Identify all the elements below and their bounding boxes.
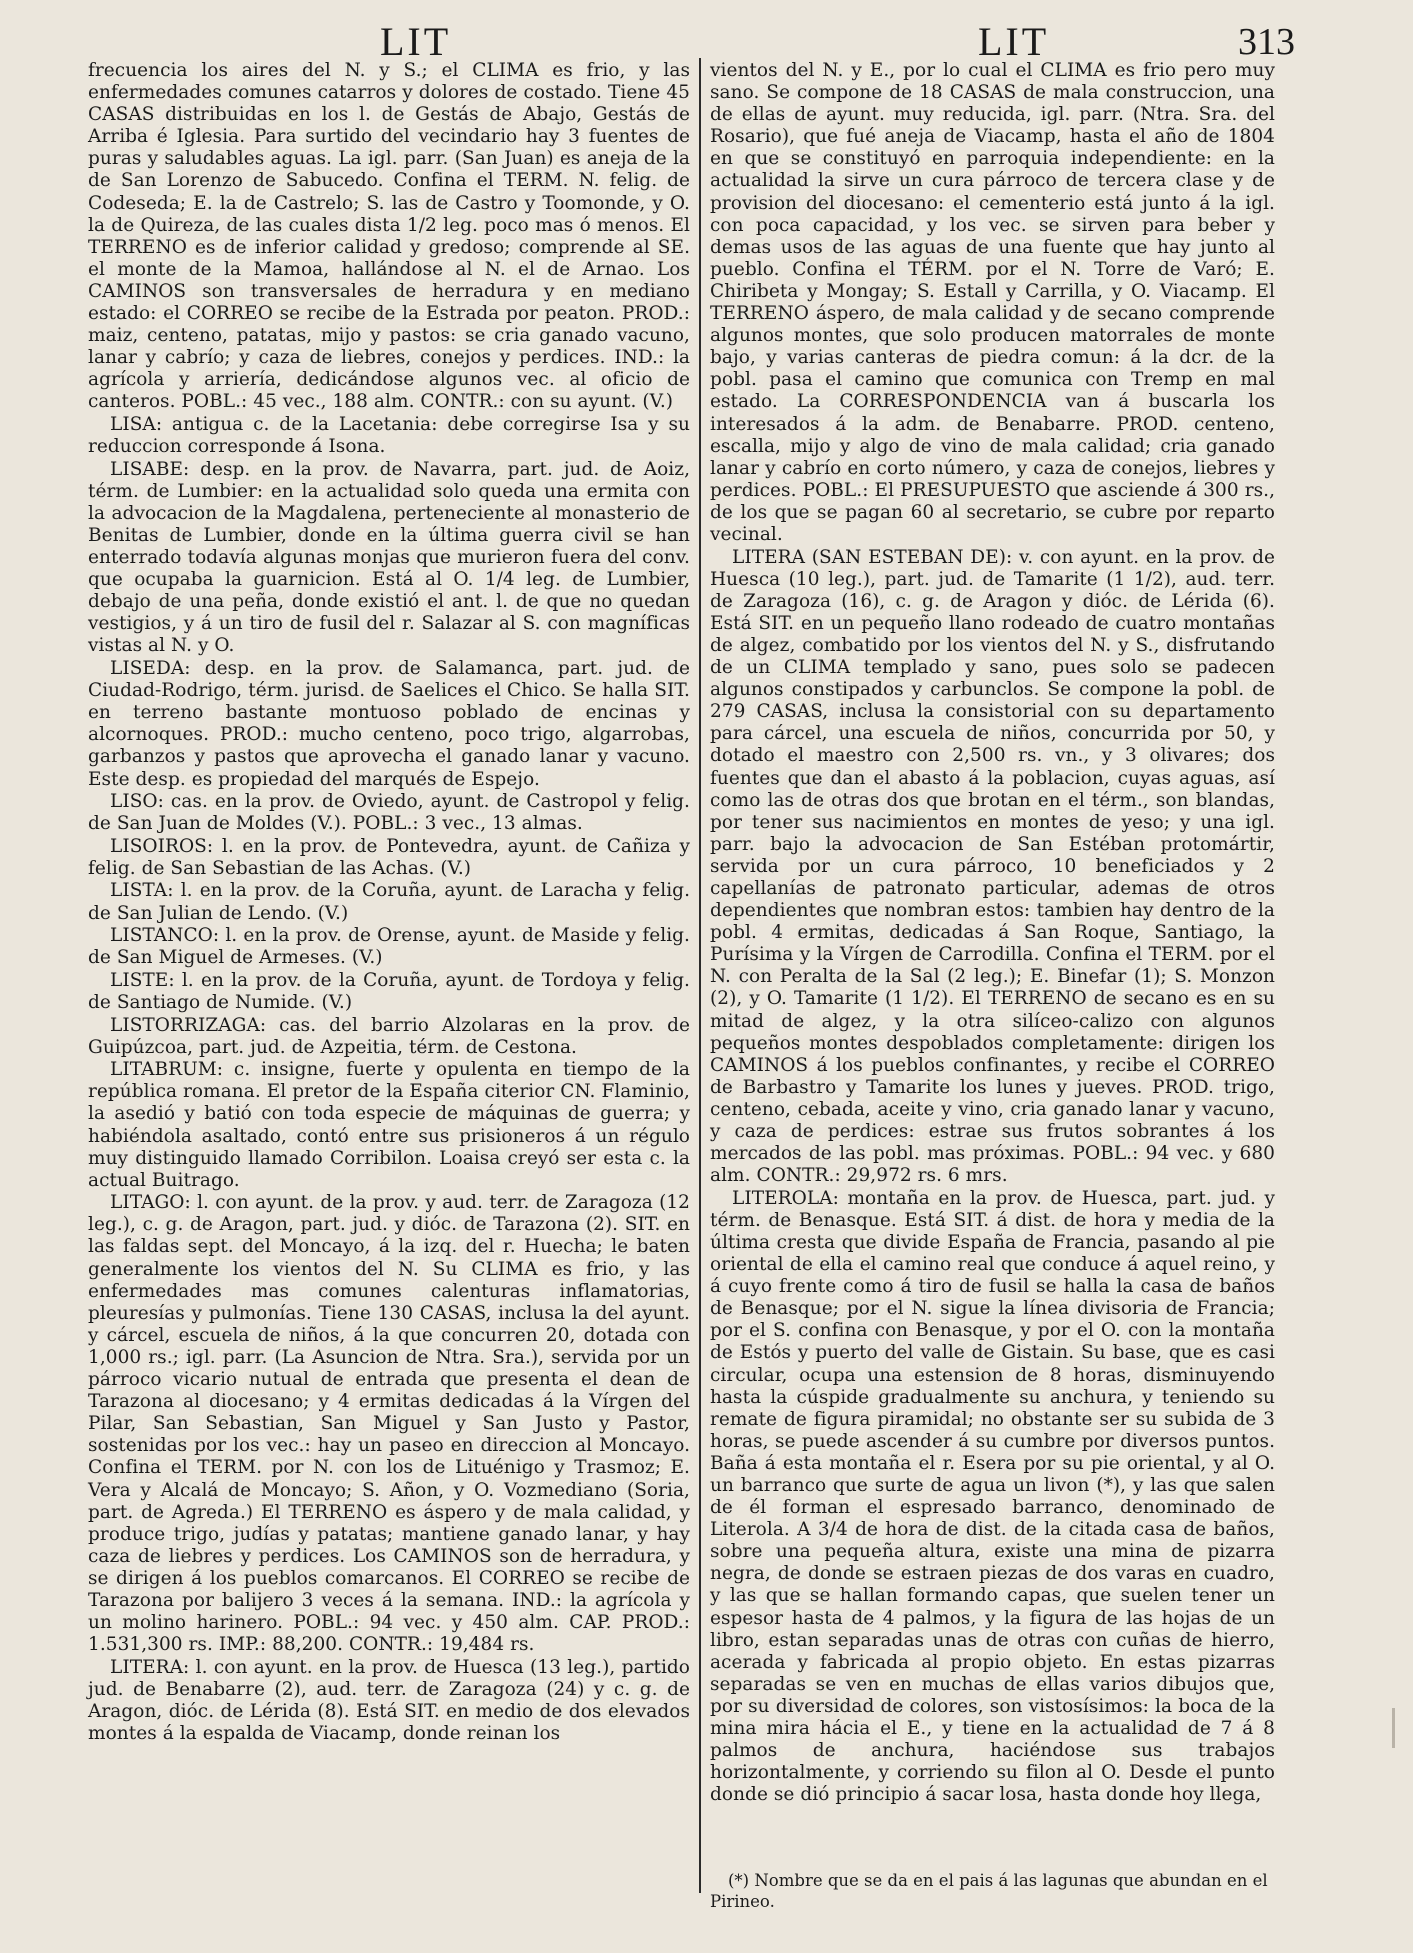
entry-continuation: frecuencia los aires del N. y S.; el CLIMA es frio, y las enfermedades comunes catarros y dolores de costado. Tiene 45 CASAS distribuidas en los l. de Gestás de Abajo, Gestás de Arriba é Iglesia. Para surtido del vecindario hay 3 fuentes de puras y saludables aguas. La igl. parr. (San Juan) es aneja de la de San Lorenzo de Sabucedo. Confina el TERM. N. felig. de Codeseda; E. la de Castrelo; S. las de Castro y Toomonde, y O. la de Quireza, de las cuales dista 1/2 leg. poco mas ó menos. El TERRENO es de inferior calidad y gredoso; comprende al SE. el monte de la Mamoa, hallándose al N. el de Arnao. Los CAMINOS son transversales de herradura y en mediano estado: el CORREO se recibe de la Estrada por peaton. PROD.: maiz, centeno, patatas, mijo y pastos: se cria ganado vacuno, lanar y cabrío; y caza de liebres, conejos y perdices. IND.: la agrícola y arriería, dedicándose algunos vec. al oficio de canteros. POBL.: 45 vec., 188 alm. CONTR.: con su ayunt. (V.) bbox=[88, 60, 690, 413]
entry-litabrum: LITABRUM: c. insigne, fuerte y opulenta en tiempo de la república romana. El pretor de la España citerior CN. Flaminio, la asedió y batió con toda especie de máquinas de guerra; y habiéndola asaltado, contó entre sus prisioneros á un régulo muy distinguido llamado Corribilon. Loaisa creyó ser esta c. la actual Buitrago. bbox=[88, 1059, 690, 1191]
entry-litera: LITERA: l. con ayunt. en la prov. de Huesca (13 leg.), partido jud. de Benabarre (2), aud. terr. de Zaragoza (24) y c. g. de Aragon, dióc. de Lérida (8). Está SIT. en medio de dos elevados montes á la espalda de Viacamp, donde reinan los bbox=[88, 1656, 690, 1745]
page-number: 313 bbox=[1238, 21, 1295, 63]
entry-litera-san-esteban: LITERA (SAN ESTEBAN DE): v. con ayunt. en la prov. de Huesca (10 leg.), part. jud. de Tamarite (1 1/2), aud. terr. de Zaragoza (16), c. g. de Aragon y dióc. de Lérida (6). Está SIT. en un pequeño llano rodeado de cuatro montañas de algez, combatido por los vientos del N. y S., disfrutando de un CLIMA templado y sano, pues solo se padecen algunos constipados y carbunclos. Se compone la pobl. de 279 CASAS, inclusa la consistorial con su departamento para cárcel, una escuela de niños, concurrida por 50, y dotado el maestro con 2,500 rs. vn., y 3 olivares; dos fuentes que dan el abasto á la poblacion, cuyas aguas, así como las de otras dos que brotan en el térm., son blandas, por tener sus nacimientos en montes de yeso; y una igl. parr. bajo la advocacion de San Estéban protomártir, servida por un cura párroco, 10 beneficiados y 2 capellanías de patronato particular, ademas de otros dependientes que nombran estos: tambien hay dentro de la pobl. 4 ermitas, dedicadas á San Roque, Santiago, la Purísima y la Vírgen de Carrodilla. Confina el TERM. por el N. con Peralta de la Sal (2 leg.); E. Binefar (1); S. Monzon (2), y O. Tamarite (1 1/2). El TERRENO de secano es en su mitad de algez, y la otra silíceo-calizo con algunos pequeños montes despoblados completamente: dirigen los CAMINOS á los pueblos confinantes, y recibe el CORREO de Barbastro y Tamarite los lunes y jueves. PROD. trigo, centeno, cebada, aceite y vino, cria ganado lanar y vacuno, y caza de perdices: estrae sus frutos sobrantes á los mercados de las pobl. mas próximas. POBL.: 94 vec. y 680 alm. CONTR.: 29,972 rs. 6 mrs. bbox=[710, 546, 1275, 1187]
entry-literola: LITEROLA: montaña en la prov. de Huesca, part. jud. y térm. de Benasque. Está SIT. á dist. de hora y media de la última cresta que divide España de Francia, pasando al pie oriental de ella el camino real que conduce á aquel reino, y á cuyo frente como á tiro de fusil se halla la casa de baños de Benasque; por el N. sigue la línea divisoria de Francia; por el S. confina con Benasque, y por el O. con la montaña de Estós y puerto del valle de Gistain. Su base, que es casi circular, ocupa una estension de 8 horas, disminuyendo hasta la cúspide gradualmente su anchura, y teniendo su remate de figura piramidal; no obstante ser su subida de 3 horas, se puede ascender á su cumbre por diversos puntos. Baña á esta montaña el r. Esera por su pie oriental, y al O. un barranco que surte de agua un livon (*), y las que salen de él forman el espresado barranco, denominado de Literola. A 3/4 de hora de dist. de la citada casa de baños, sobre una pequeña altura, existe una mina de pizarra negra, de donde se estraen piezas de dos varas en cuadro, y las que se hallan formando capas, que suelen tener un espesor hasta de 4 palmos, y la figura de las hojas de un libro, estan separadas unas de otras con cuñas de hierro, acerada y fabricada al propio objeto. En estas pizarras separadas se ven en muchas de ellas varios dibujos que, por su diversidad de colores, son vistosísimos: la boca de la mina mira hácia el E., y tiene en la actualidad de 7 á 8 palmos de anchura, haciéndose sus trabajos horizontalmente, y corriendo su filon al O. Desde el punto donde se dió principio á sacar losa, hasta donde hoy llega, bbox=[710, 1187, 1275, 1806]
entry-liseda: LISEDA: desp. en la prov. de Salamanca, part. jud. de Ciudad-Rodrigo, térm. jurisd. de Saelices el Chico. Se halla SIT. en terreno bastante montuoso poblado de encinas y alcornoques. PROD.: mucho centeno, poco trigo, algarrobas, garbanzos y pastos que aprovecha el ganado lanar y vacuno. Este desp. es propiedad del marqués de Espejo. bbox=[88, 658, 690, 790]
left-column bbox=[88, 60, 690, 1746]
footnote: (*) Nombre que se da en el pais á las lagunas que abundan en el Pirineo. bbox=[710, 1871, 1268, 1911]
entry-listanco: LISTANCO: l. en la prov. de Orense, ayunt. de Maside y felig. de San Miguel de Armeses. (V.) bbox=[88, 925, 690, 969]
running-head-right: LIT bbox=[978, 19, 1050, 64]
entry-lisa: LISA: antigua c. de la Lacetania: debe corregirse Isa y su reduccion corresponde á Isona. bbox=[88, 414, 690, 458]
right-column bbox=[710, 60, 1275, 1807]
entry-litago: LITAGO: l. con ayunt. de la prov. y aud. terr. de Zaragoza (12 leg.), c. g. de Aragon, part. jud. y dióc. de Tarazona (2). SIT. en las faldas sept. del Moncayo, á la izq. del r. Huecha; le baten generalmente los vientos del N. Su CLIMA es frio, y las enfermedades mas comunes calenturas inflamatorias, pleuresías y pulmonías. Tiene 130 CASAS, inclusa la del ayunt. y cárcel, escuela de niños, á la que concurren 20, dotada con 1,000 rs.; igl. parr. (La Asuncion de Ntra. Sra.), servida por un párroco vicario nutual de entrada que presenta el dean de Tarazona al diocesano; y 4 ermitas dedicadas á la Vírgen del Pilar, San Sebastian, San Miguel y San Justo y Pastor, sostenidas por los vec.: hay un paseo en direccion al Moncayo. Confina el TERM. por N. con los de Lituénigo y Trasmoz; E. Vera y Alcalá de Moncayo; S. Añon, y O. Vozmediano (Soria, part. de Agreda.) El TERRENO es áspero y de mala calidad, y produce trigo, judías y patatas; mantiene ganado lanar, y hay caza de liebres y perdices. Los CAMINOS son de herradura, y se dirigen á los pueblos comarcanos. El CORREO se recibe de Tarazona por balijero 3 veces á la semana. IND.: la agrícola y un molino harinero. POBL.: 94 vec. y 450 alm. CAP. PROD.: 1.531,300 rs. IMP.: 88,200. CONTR.: 19,484 rs. bbox=[88, 1192, 690, 1656]
entry-litera-continuation: vientos del N. y E., por lo cual el CLIMA es frio pero muy sano. Se compone de 18 CASAS de mala construccion, una de ellas de ayunt. muy reducida, igl. parr. (Ntra. Sra. del Rosario), que fué aneja de Viacamp, hasta el año de 1804 en que se constituyó en parroquia independiente: en la actualidad la sirve un cura párroco de tercera clase y de provision del diocesano: el cementerio está junto á la igl. con poca capacidad, y los vec. se sirven para beber y demas usos de las aguas de una fuente que hay junto al pueblo. Confina el TÉRM. por el N. Torre de Varó; E. Chiribeta y Mongay; S. Estall y Carrilla, y O. Viacamp. El TERRENO áspero, de mala calidad y de secano comprende algunos montes, que solo producen matorrales de monte bajo, y varias canteras de piedra comun: á la dcr. de la pobl. pasa el camino que comunica con Tremp en mal estado. La CORRESPONDENCIA van á buscarla los interesados á la adm. de Benabarre. PROD. centeno, escalla, mijo y algo de vino de mala calidad; cria ganado lanar y cabrío en corto número, y caza de conejos, liebres y perdices. POBL.: El PRESUPUESTO que asciende á 300 rs., de los que se pagan 60 al secretario, se cubre por reparto vecinal. bbox=[710, 60, 1275, 545]
running-head-left: LIT bbox=[380, 19, 452, 64]
entry-listorrizaga: LISTORRIZAGA: cas. del barrio Alzolaras en la prov. de Guipúzcoa, part. jud. de Azpeitia, térm. de Cestona. bbox=[88, 1014, 690, 1058]
entry-lisabe: LISABE: desp. en la prov. de Navarra, part. jud. de Aoiz, térm. de Lumbier: en la actualidad solo queda una ermita con la advocacion de la Magdalena, perteneciente al monasterio de Benitas de Lumbier, donde en la última guerra civil se han enterrado todavía algunas monjas que murieron fuera del conv. que ocupaba la guarnicion. Está al O. 1/4 leg. de Lumbier, debajo de una peña, donde existió el ant. l. de que no quedan vestigios, y á un tiro de fusil del r. Salazar al S. con magníficas vistas al N. y O. bbox=[88, 458, 690, 657]
page-edge-mark bbox=[1392, 1708, 1395, 1748]
entry-liste: LISTE: l. en la prov. de la Coruña, ayunt. de Tordoya y felig. de Santiago de Numide. (V.) bbox=[88, 969, 690, 1013]
entry-lista: LISTA: l. en la prov. de la Coruña, ayunt. de Laracha y felig. de San Julian de Lendo. (V.) bbox=[88, 880, 690, 924]
entry-liso: LISO: cas. en la prov. de Oviedo, ayunt. de Castropol y felig. de San Juan de Moldes (V.). POBL.: 3 vec., 13 almas. bbox=[88, 791, 690, 835]
entry-lisoiros: LISOIROS: l. en la prov. de Pontevedra, ayunt. de Cañiza y felig. de San Sebastian de las Achas. (V.) bbox=[88, 835, 690, 879]
column-rule bbox=[699, 58, 701, 1893]
